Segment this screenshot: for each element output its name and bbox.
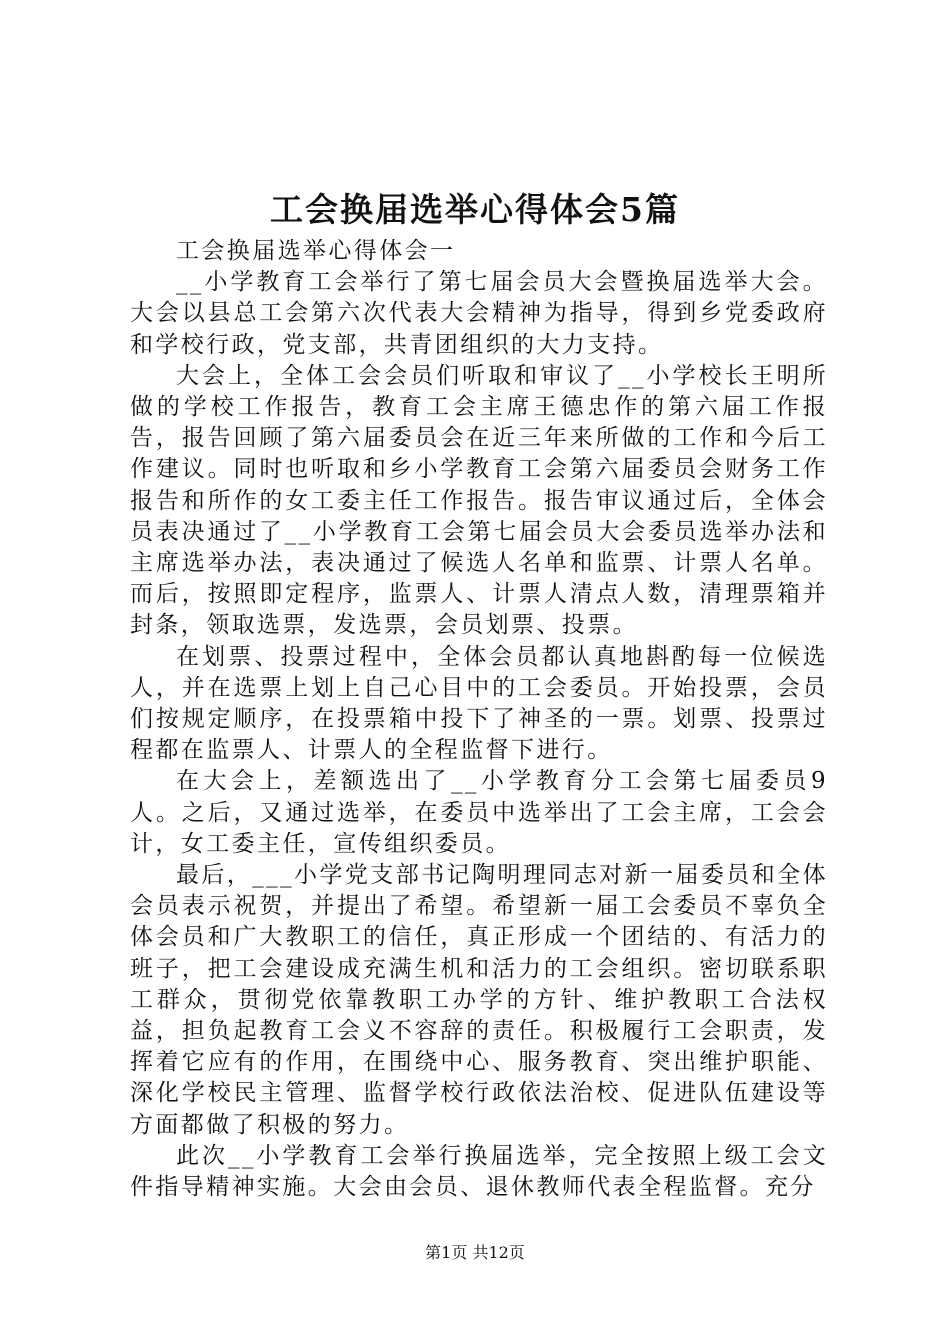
paragraph: 在划票、投票过程中，全体会员都认真地斟酌每一位候选人，并在选票上划上自己心目中的工会委员。开始投票，会员们按规定顺序，在投票箱中投下了神圣的一票。划票、投票过程都在监票人、计票人的全程监督下进行。 <box>130 643 828 764</box>
paragraph: 最后，___小学党支部书记陶明理同志对新一届委员和全体会员表示祝贺，并提出了希望。希望新一届工会委员不辜负全体会员和广大教职工的信任，真正形成一个团结的、有活力的班子，把工会建设成充满生机和活力的工会组织。密切联系职工群众，贯彻党依靠教职工办学的方针、维护教职工合法权益，担负起教育工会义不容辞的责任。积极履行工会职责，发挥着它应有的作用，在围绕中心、服务教育、突出维护职能、深化学校民主管理、监督学校行政依法治校、促进队伍建设等方面都做了积极的努力。 <box>130 862 828 1138</box>
section-heading: 工会换届选举心得体会一 <box>176 238 456 264</box>
document-title: 工会换届选举心得体会5篇 <box>270 190 680 229</box>
paragraph: __小学教育工会举行了第七届会员大会暨换届选举大会。大会以县总工会第六次代表大会精神为指导，得到乡党委政府和学校行政，党支部，共青团组织的大力支持。 <box>130 269 828 358</box>
document-body <box>130 236 828 1203</box>
page-number-footer: 第1页 共12页 <box>425 1243 525 1262</box>
paragraph: 大会上，全体工会会员们听取和审议了__小学校长王明所做的学校工作报告，教育工会主席王德忠作的第六届工作报告，报告回顾了第六届委员会在近三年来所做的工作和今后工作建议。同时也听取和乡小学教育工会第六届委员会财务工作报告和所作的女工委主任工作报告。报告审议通过后，全体会员表决通过了__小学教育工会第七届会员大会委员选举办法和主席选举办法，表决通过了候选人名单和监票、计票人名单。而后，按照即定程序，监票人、计票人清点人数，清理票箱并封条，领取选票，发选票，会员划票、投票。 <box>130 362 828 639</box>
paragraph: 在大会上，差额选出了__小学教育分工会第七届委员9人。之后，又通过选举，在委员中选举出了工会主席，工会会计，女工委主任，宣传组织委员。 <box>130 768 828 857</box>
paragraph: 此次__小学教育工会举行换届选举，完全按照上级工会文件指导精神实施。大会由会员、退休教师代表全程监督。充分 <box>130 1142 828 1201</box>
